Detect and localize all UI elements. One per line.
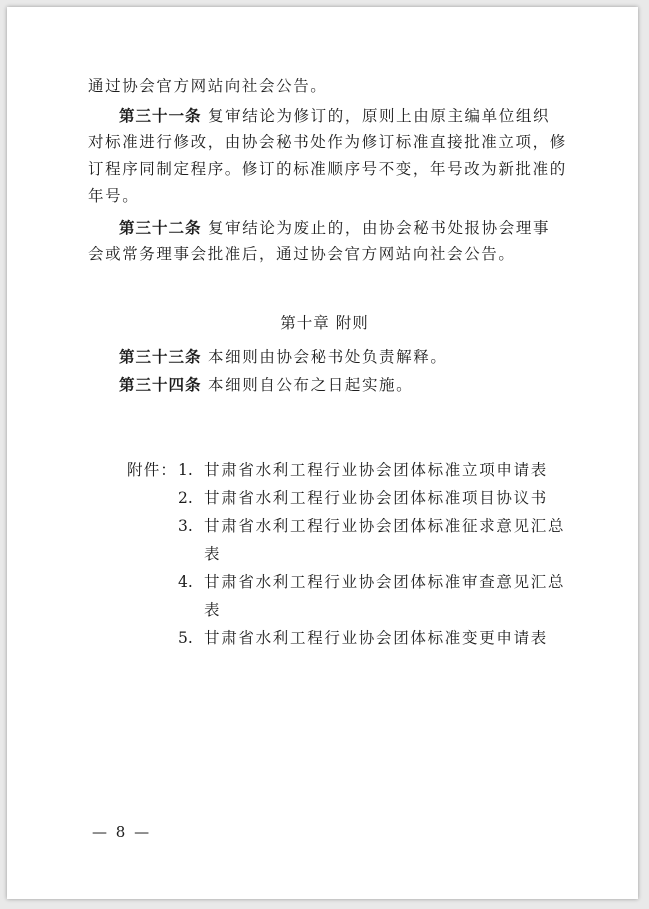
- text-line: 会或常务理事会批准后，通过协会官方网站向社会公告。: [88, 245, 516, 263]
- attachment-item: 4. 甘肃省水利工程行业协会团体标准审查意见汇总: [178, 573, 566, 591]
- article-34: [88, 371, 568, 398]
- attachments-label: 附件：: [127, 461, 178, 479]
- article-33-heading: 第三十三条: [119, 347, 202, 366]
- article-31-heading: 第三十一条: [119, 106, 202, 125]
- text-line: 复审结论为修订的，原则上由原主编单位组织: [208, 107, 551, 125]
- text-line: 对标准进行修改，由协会秘书处作为修订标准直接批准立项，修: [88, 133, 567, 151]
- attachment-item: 3. 甘肃省水利工程行业协会团体标准征求意见汇总: [178, 517, 566, 535]
- text-line: 复审结论为废止的，由协会秘书处报协会理事: [208, 219, 551, 237]
- text-line: 年号。: [88, 187, 140, 205]
- chapter-title: 第十章 附则: [280, 314, 369, 332]
- attachment-item-continuation: 表: [204, 601, 222, 619]
- attachments-list: [178, 456, 565, 652]
- attachment-item-continuation: 表: [204, 545, 222, 563]
- article-34-heading: 第三十四条: [119, 375, 202, 394]
- text-line: 本细则由协会秘书处负责解释。: [208, 348, 448, 366]
- article-31: [88, 102, 568, 210]
- article-32-heading: 第三十二条: [119, 218, 202, 237]
- text-line: 订程序同制定程序。修订的标准顺序号不变，年号改为新批准的: [88, 160, 567, 178]
- attachment-item: 2. 甘肃省水利工程行业协会团体标准项目协议书: [178, 489, 549, 507]
- article-32: [88, 214, 568, 268]
- text-line: 本细则自公布之日起实施。: [208, 376, 414, 394]
- text-line: 通过协会官方网站向社会公告。: [88, 77, 328, 95]
- attachment-item: 1. 甘肃省水利工程行业协会团体标准立项申请表: [178, 461, 549, 479]
- attachment-item: 5. 甘肃省水利工程行业协会团体标准变更申请表: [178, 629, 549, 647]
- continued-paragraph: [88, 73, 568, 100]
- page-number: — 8 —: [92, 823, 152, 841]
- article-33: [88, 343, 568, 370]
